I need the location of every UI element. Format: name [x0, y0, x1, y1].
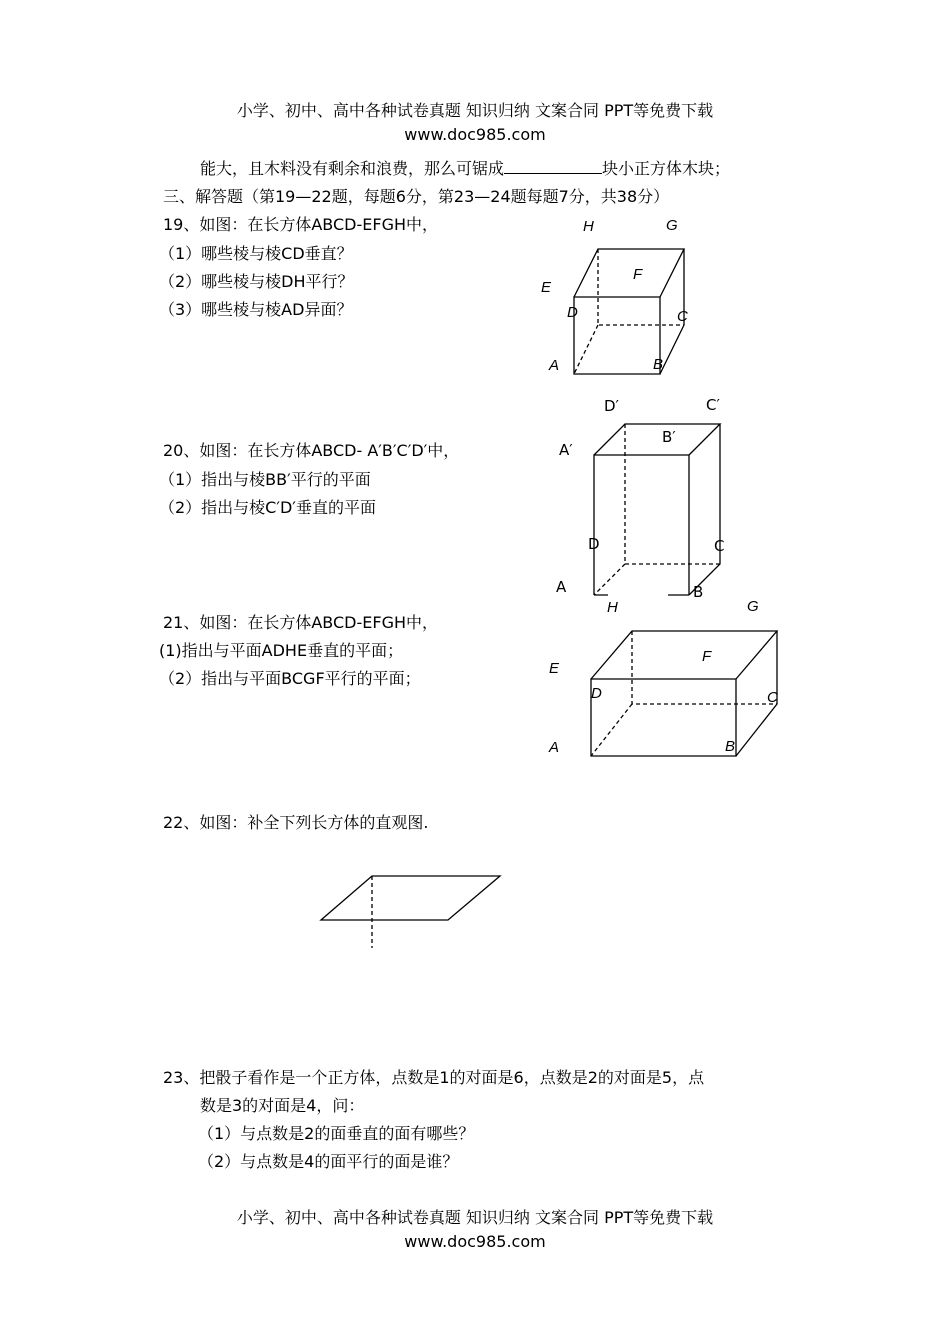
q19-stem: 19、如图：在长方体ABCD-EFGH中， — [163, 215, 439, 234]
fig20-front-edges — [594, 455, 689, 595]
fig20-label-a-prime: A′ — [559, 441, 573, 459]
q21-item-2: （2）指出与平面BCGF平行的平面； — [159, 669, 421, 688]
q20-item-2: （2）指出与棱C′D′垂直的平面 — [159, 498, 376, 517]
fig21-top-edges — [591, 631, 777, 679]
footer-line-1: 小学、初中、高中各种试卷真题 知识归纳 文案合同 PPT等免费下载 — [236, 1208, 714, 1227]
fig19-label-e: E — [541, 279, 552, 296]
fig21-label-h: H — [607, 599, 618, 616]
figure-21-cuboid — [591, 631, 777, 756]
fig19-label-h: H — [583, 218, 594, 235]
fig20-label-a: A — [556, 578, 567, 596]
fig21-label-a: A — [549, 739, 560, 756]
continuation-after: 块小正方体木块； — [602, 159, 731, 178]
fig20-label-b: B — [693, 583, 704, 601]
continuation-before: 能大，且木料没有剩余和浪费，那么可锯成 — [200, 159, 505, 178]
header-line-1: 小学、初中、高中各种试卷真题 知识归纳 文案合同 PPT等免费下载 — [236, 101, 714, 120]
fig19-top-edges — [574, 249, 684, 297]
fig19-label-b: B — [653, 356, 664, 373]
q23-stem-line-2: 数是3的对面是4，问： — [200, 1096, 365, 1115]
fig21-label-g: G — [747, 598, 759, 615]
fig20-label-c: C — [714, 537, 725, 555]
fig19-label-d: D — [567, 304, 578, 321]
fig19-label-f: F — [633, 266, 643, 283]
q20-item-1: （1）指出与棱BB′平行的平面 — [159, 470, 371, 489]
fig20-top-edges — [594, 424, 720, 455]
fig21-front-face — [591, 679, 736, 756]
footer-website: www.doc985.com — [404, 1232, 546, 1251]
fig21-label-c: C — [767, 689, 778, 706]
fig21-label-f: F — [702, 648, 712, 665]
fig19-hidden-edges — [574, 249, 684, 374]
fig19-label-a: A — [549, 357, 560, 374]
q21-stem: 21、如图：在长方体ABCD-EFGH中， — [163, 613, 439, 632]
q23-item-2: （2）与点数是4的面平行的面是谁？ — [198, 1152, 459, 1171]
fig21-label-d: D — [591, 685, 602, 702]
q19-item-3: （3）哪些棱与棱AD异面？ — [159, 300, 353, 319]
fig20-label-d: D — [588, 535, 600, 553]
fig21-label-e: E — [549, 660, 560, 677]
figure-19-cuboid — [574, 249, 684, 374]
fig21-hidden-edges — [591, 631, 777, 756]
fig22-top-face — [321, 876, 500, 920]
fig20-hidden-edges — [594, 424, 720, 595]
fig20-label-b-prime: B′ — [662, 428, 676, 446]
fig19-label-c: C — [677, 308, 688, 325]
fig20-label-d-prime: D′ — [604, 397, 619, 415]
fig19-front-face — [574, 297, 660, 374]
q21-item-1: (1)指出与平面ADHE垂直的平面； — [159, 641, 404, 660]
q20-stem: 20、如图：在长方体ABCD- A′B′C′D′中， — [163, 441, 460, 460]
section-title: 三、解答题（第19—22题，每题6分，第23—24题每题7分，共38分） — [163, 187, 670, 206]
fig20-label-c-prime: C′ — [706, 396, 720, 414]
fig19-label-g: G — [666, 217, 678, 234]
q19-item-2: （2）哪些棱与棱DH平行？ — [159, 272, 354, 291]
q23-stem-line-1: 23、把骰子看作是一个正方体，点数是1的对面是6，点数是2的对面是5，点 — [163, 1068, 705, 1087]
fig21-label-b: B — [725, 738, 736, 755]
q23-item-1: （1）与点数是2的面垂直的面有哪些？ — [198, 1124, 475, 1143]
figure-22-parallelogram — [321, 876, 500, 948]
header-website: www.doc985.com — [404, 125, 546, 144]
q19-item-1: （1）哪些棱与棱CD垂直？ — [159, 244, 353, 263]
figure-20-cuboid — [594, 424, 720, 595]
q22-stem: 22、如图：补全下列长方体的直观图. — [163, 813, 429, 832]
